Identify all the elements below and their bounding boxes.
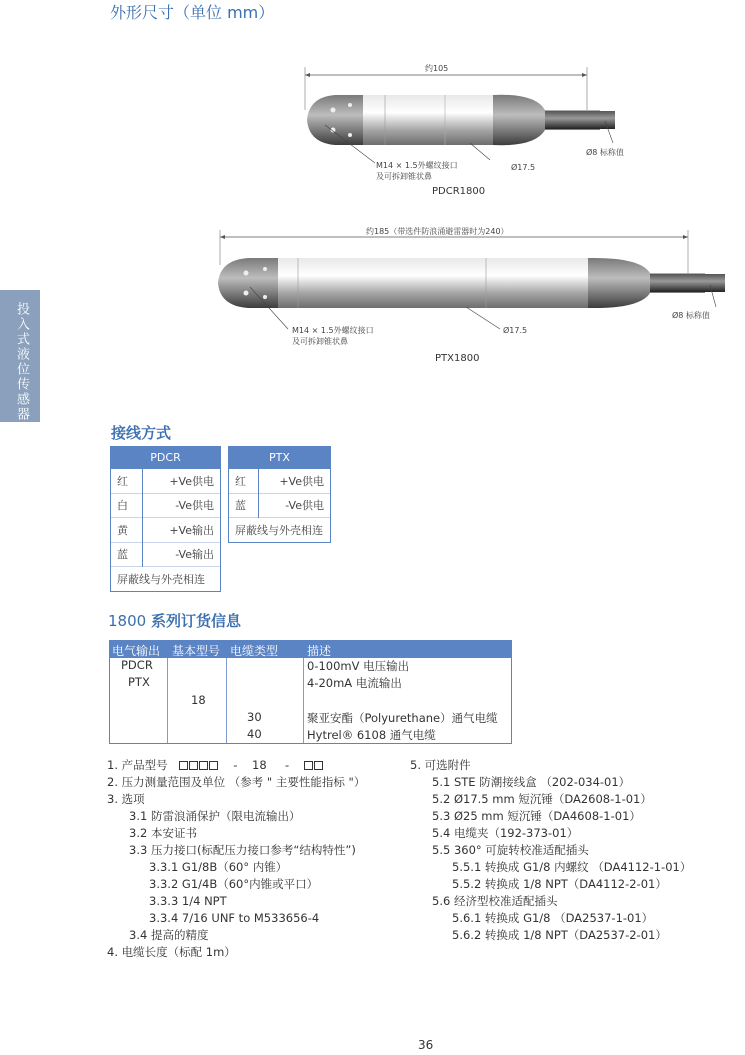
side-tab: [0, 290, 40, 422]
list-item: 5.5.2 转换成 1/8 NPT（DA4112-2-01）: [452, 877, 667, 891]
order-desc-1: 4-20mA 电流输出: [307, 676, 402, 690]
list-item: 5.6.2 转换成 1/8 NPT（DA2537-2-01）: [452, 928, 667, 942]
item1-sep: -: [233, 758, 238, 772]
pdcr-cable-label: Ø8 标称值: [586, 148, 624, 157]
page-title: 外形尺寸（单位 mm）: [110, 3, 275, 22]
list-item: 3.3.2 G1/4B（60°内锥或平口）: [149, 877, 319, 891]
table-row: [229, 493, 331, 518]
wire-color: 红: [111, 469, 143, 494]
wire-color: 黄: [111, 518, 143, 543]
order-title-number: 1800: [108, 612, 147, 630]
page-number: 36: [418, 1038, 434, 1052]
list-item: 3.3.3 1/4 NPT: [149, 894, 227, 908]
list-item: 3.4 提高的精度: [129, 928, 209, 942]
table-row: [229, 518, 331, 543]
table-row: [111, 493, 221, 518]
list-item: 5.2 Ø17.5 mm 短沉锤（DA2608-1-01）: [432, 792, 652, 806]
item1-label: 1. 产品型号: [107, 758, 168, 772]
ptx-probe-diagram: [210, 225, 730, 340]
order-header-description: 描述: [307, 644, 332, 658]
wire-signal: -Ve输出: [143, 542, 221, 567]
pdcr-wiring-table: [110, 446, 221, 592]
wire-color: 蓝: [111, 542, 143, 567]
wire-signal: +Ve供电: [258, 469, 330, 494]
order-desc-3: Hytrel® 6108 通气电缆: [307, 728, 436, 742]
ptx-thread-label-2: 及可拆卸锥状鼻: [292, 337, 348, 346]
table-row: [111, 567, 221, 592]
list-item: 5.4 电缆夹（192-373-01）: [432, 826, 579, 840]
table-row: [111, 518, 221, 543]
options-left-list: [107, 757, 365, 961]
ptx-wiring-table: [228, 446, 331, 543]
ptx-wiring-header: PTX: [229, 447, 331, 469]
list-item: 3.3.1 G1/8B（60° 内锥）: [149, 860, 288, 874]
wire-color: 蓝: [229, 493, 259, 518]
wire-color: 红: [229, 469, 259, 494]
wire-signal: +Ve输出: [143, 518, 221, 543]
pdcr-thread-label-1: M14 × 1.5外螺纹接口: [376, 161, 458, 170]
order-title-text: 系列订货信息: [150, 612, 241, 630]
order-base-model: 18: [191, 693, 206, 707]
list-item: 4. 电缆长度（标配 1m）: [107, 945, 236, 959]
list-item: 3.3.4 7/16 UNF to M533656-4: [149, 911, 320, 925]
table-row: [111, 469, 221, 494]
list-item: 5.5 360° 可旋转校准适配插头: [432, 843, 589, 857]
order-title: [108, 610, 241, 631]
wiring-title: 接线方式: [111, 424, 172, 442]
list-item: 5.6 经济型校准适配插头: [432, 894, 558, 908]
order-table-header: [110, 641, 511, 658]
pdcr-wiring-header: PDCR: [111, 447, 221, 469]
table-row: [229, 469, 331, 494]
order-electrical-pdcr: PDCR: [121, 658, 153, 672]
item1-sep: -: [284, 758, 290, 772]
order-table: [109, 640, 512, 744]
order-electrical-ptx: PTX: [128, 675, 150, 689]
list-item: 5. 可选附件: [410, 758, 471, 772]
ptx-thread-label-1: M14 × 1.5外螺纹接口: [292, 326, 374, 335]
pdcr-thread-label-2: 及可拆卸锥状鼻: [376, 172, 432, 181]
side-tab-label: 投入式液位传感器: [14, 302, 29, 422]
order-header-electrical: 电气输出: [112, 644, 161, 658]
table-row: [111, 542, 221, 567]
order-cable-40: 40: [247, 727, 262, 741]
pdcr-length-label: 约105: [425, 64, 449, 73]
order-desc-2: 聚亚安酯（Polyurethane）通气电缆: [307, 711, 498, 725]
order-header-cable: 电缆类型: [230, 644, 279, 658]
ptx-caption: PTX1800: [435, 353, 480, 364]
order-cable-30: 30: [247, 710, 262, 724]
wire-shield: 屏蔽线与外壳相连: [229, 518, 331, 543]
wire-signal: -Ve供电: [258, 493, 330, 518]
wire-color: 白: [111, 493, 143, 518]
order-desc-0: 0-100mV 电压输出: [307, 659, 410, 673]
options-right-list: [410, 757, 691, 944]
item1-model: 18: [252, 758, 267, 772]
ptx-length-label: 约185（带选件防浪涌避雷器时为240）: [366, 227, 509, 236]
list-item: 3.1 防雷浪涌保护（限电流输出）: [129, 809, 301, 823]
wire-signal: -Ve供电: [143, 493, 221, 518]
list-item: 3.2 本安证书: [129, 826, 197, 840]
order-header-model: 基本型号: [172, 644, 221, 658]
list-item: 5.5.1 转换成 G1/8 内螺纹 （DA4112-1-01）: [452, 860, 692, 874]
ptx-cable-label: Ø8 标称值: [672, 311, 710, 320]
wire-shield: 屏蔽线与外壳相连: [111, 567, 221, 592]
list-item: 2. 压力测量范围及单位 （参考 " 主要性能指标 "）: [107, 775, 366, 789]
pdcr-caption: PDCR1800: [432, 186, 486, 197]
list-item: 3. 选项: [107, 792, 145, 806]
pdcr-probe-diagram: [295, 55, 625, 165]
list-item: 5.6.1 转换成 G1/8 （DA2537-1-01）: [452, 911, 654, 925]
list-item: 5.3 Ø25 mm 短沉锤（DA4608-1-01）: [432, 809, 641, 823]
list-item: 5.1 STE 防潮接线盒 （202-034-01）: [432, 775, 631, 789]
list-item: [107, 757, 365, 774]
ptx-diameter-label: Ø17.5: [503, 326, 528, 335]
wire-signal: +Ve供电: [143, 469, 221, 494]
list-item: 3.3 压力接口(标配压力接口参考“结构特性”): [129, 843, 356, 857]
pdcr-diameter-label: Ø17.5: [511, 163, 536, 172]
